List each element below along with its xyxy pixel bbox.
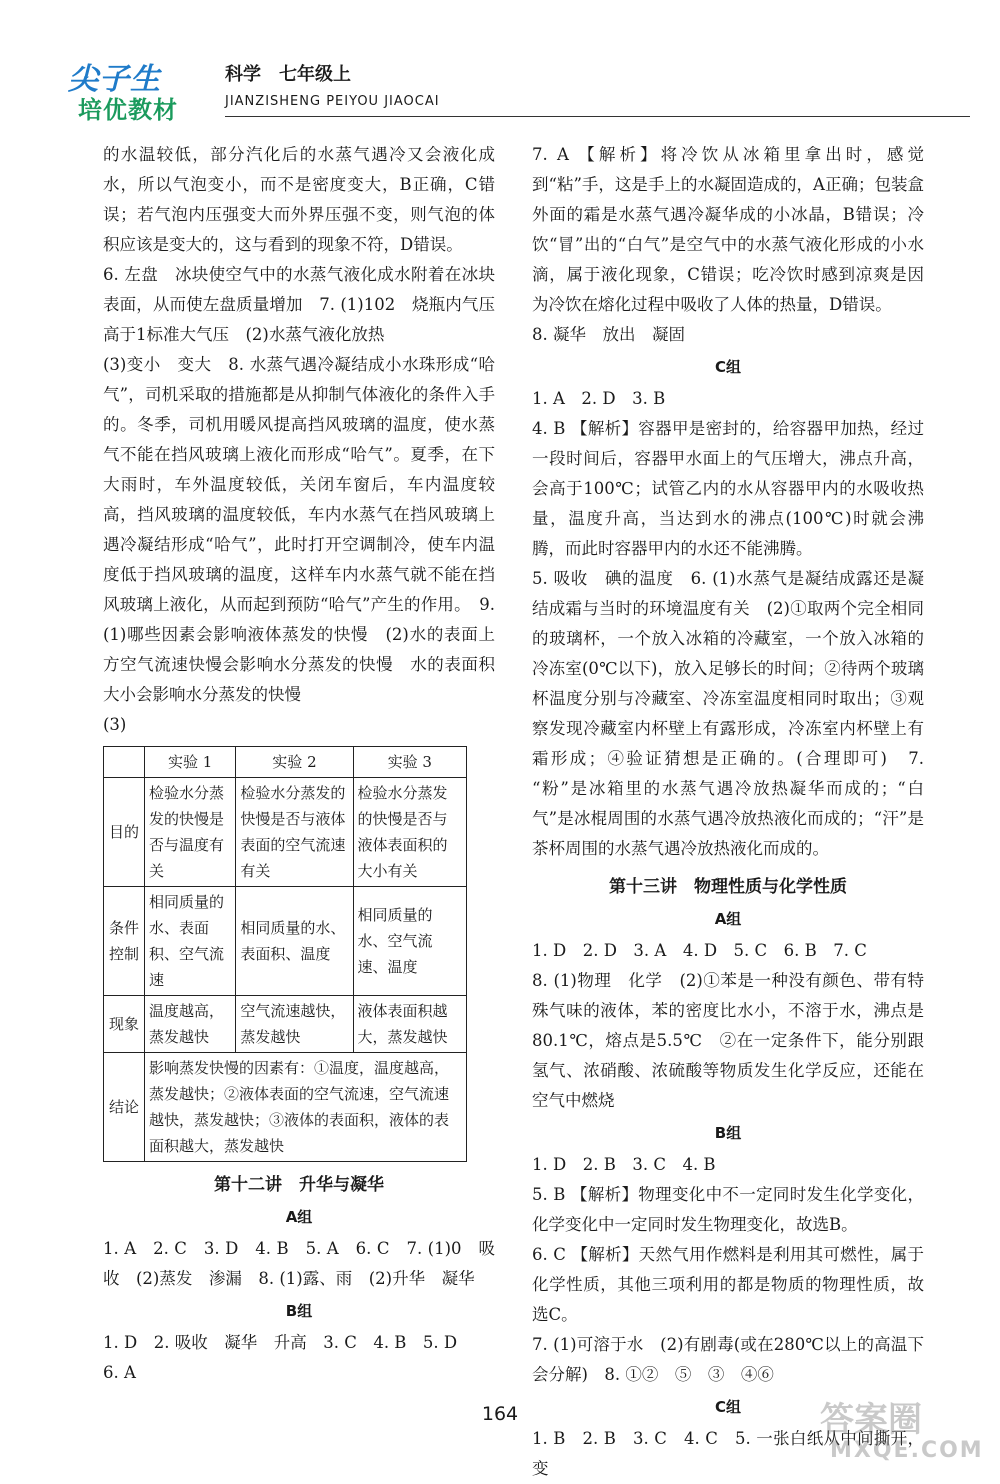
paragraph: 7. A 【解析】将冷饮从冰箱里拿出时，感觉到“粘”手，这是手上的水凝固造成的，A正确；包装盒外面的霜是水蒸气遇冷凝华成的小冰晶，B错误；冷饮“冒”出的“白气”是空气中的水蒸气液化形成的小水滴，属于液化现象，C错误；吃冷饮时感到凉爽是因为冷饮在熔化过程中吸收了人体的热量，D错误。 xyxy=(532,145,924,314)
paragraph: 7. (1)可溶于水 (2)有剧毒(或在280℃以上的高温下会分解) 8. ①② ⑤ ③ ④⑥ xyxy=(532,1335,924,1384)
table-row xyxy=(104,996,467,1053)
table-header-cell: 实验 1 xyxy=(145,747,236,778)
group-heading: A组 xyxy=(714,910,742,928)
paragraph: 5. 吸收 碘的温度 6. (1)水蒸气是凝结成露还是凝结成霜与当时的环境温度有关 (2)①取两个完全相同的玻璃杯，一个放入冰箱的冷藏室，一个放入冰箱的冷冻室(0℃以下)，放入足够长的时间；②待两个玻璃杯温度分别与冷藏室、冷冻室温度相同时取出；③观察发现冷藏室内杯壁上有露形成，冷冻室内杯壁上有霜形成；④验证猜想是正确的。(合理即可) 7. “粉”是冰箱里的水蒸气遇冷放热凝华而成的；“白气”是冰棍周围的水蒸气遇冷放热液化而成的；“汗”是茶杯周围的水蒸气遇冷放热液化而成的。 xyxy=(532,569,924,858)
answer-line: 1. A 2. D 3. B xyxy=(532,389,666,408)
group-heading: C组 xyxy=(714,1398,741,1416)
answer-line: 1. A 2. C 3. D 4. B 5. A 6. C 7. (1)0 吸收 (2)蒸发 渗漏 8. (1)露、雨 (2)升华 凝华 xyxy=(103,1239,495,1288)
page-header xyxy=(50,52,970,122)
header-divider xyxy=(225,116,970,117)
paragraph: (3)变小 变大 8. 水蒸气遇冷凝结成小水珠形成“哈气”，司机采取的措施都是从抑制气体液化的条件入手的。冬季，司机用暖风提高挡风玻璃的温度，使水蒸气不能在挡风玻璃上液化而形成“哈气”。夏季，在下大雨时，车外温度较低，关闭车窗后，车内温度较高，挡风玻璃的温度较低，车内水蒸气在挡风玻璃上遇冷凝结形成“哈气”，此时打开空调制冷，使车内温度低于挡风玻璃的温度，这样车内水蒸气就不能在挡风玻璃上液化，从而起到预防“哈气”产生的作用。 9. (1)哪些因素会影响液体蒸发的快慢 (2)水的表面上方空气流速快慢会影响水分蒸发的快慢 水的表面积大小会影响水分蒸发的快慢 xyxy=(103,355,495,704)
row-header-cell: 目的 xyxy=(104,778,145,887)
paragraph: 5. B 【解析】物理变化中不一定同时发生化学变化，化学变化中一定同时发生物理变化，故选B。 xyxy=(532,1185,924,1234)
group-heading: A组 xyxy=(285,1208,313,1226)
watermark-top-text: 答案圈 xyxy=(820,1400,922,1440)
table-row xyxy=(104,1053,467,1162)
logo-top-text: 尖子生 xyxy=(68,62,161,97)
table-cell: 检验水分蒸发的快慢是否与液体表面积的大小有关 xyxy=(353,778,466,887)
group-heading: C组 xyxy=(714,358,741,376)
table-cell: 相同质量的水、空气流速、温度 xyxy=(353,887,466,996)
lecture-title: 第十三讲 物理性质与化学性质 xyxy=(609,877,847,897)
table-row xyxy=(104,887,467,996)
answer-line: 6. A xyxy=(103,1363,136,1382)
paragraph: 的水温较低，部分汽化后的水蒸气遇冷又会液化成水，所以气泡变小，而不是密度变大，B正确，C错误；若气泡内压强变大而外界压强不变，则气泡的体积应该是变大的，这与看到的现象不符，D错误。 xyxy=(103,145,495,254)
table-cell: 空气流速越快，蒸发越快 xyxy=(236,996,353,1053)
logo-bottom-text: 培优教材 xyxy=(78,96,178,124)
paragraph: (3) xyxy=(103,715,127,734)
publisher-logo xyxy=(68,54,213,124)
paragraph: 4. B 【解析】容器甲是密封的，给容器甲加热，经过一段时间后，容器甲水面上的气压增大，沸点升高，会高于100℃；试管乙内的水从容器甲内的水吸收热量，温度升高，当达到水的沸点(100℃)时就会沸腾，而此时容器甲内的水还不能沸腾。 xyxy=(532,419,924,558)
right-column xyxy=(532,140,924,1484)
table-header-cell: 实验 3 xyxy=(353,747,466,778)
answer-line: 1. D 2. D 3. A 4. D 5. C 6. B 7. C xyxy=(532,941,867,960)
answer-line: 8. 凝华 放出 凝固 xyxy=(532,325,685,344)
group-heading: B组 xyxy=(714,1124,742,1142)
row-header-cell: 现象 xyxy=(104,996,145,1053)
answer-line: 1. B 2. B 3. C 4. C 5. 一张白纸从中间撕开，变 xyxy=(532,1429,924,1478)
row-header-cell: 结论 xyxy=(104,1053,145,1162)
watermark-logo xyxy=(800,1392,990,1467)
conclusion-cell: 影响蒸发快慢的因素有：①温度，温度越高，蒸发越快；②液体表面的空气流速，空气流速越快，蒸发越快；③液体的表面积，液体的表面积越大，蒸发越快 xyxy=(145,1053,467,1162)
paragraph: 6. C 【解析】天然气用作燃料是利用其可燃性，属于化学性质，其他三项利用的都是物质的物理性质，故选C。 xyxy=(532,1245,924,1324)
table-row xyxy=(104,778,467,887)
experiment-table xyxy=(103,746,467,1162)
page-number: 164 xyxy=(481,1403,519,1425)
watermark-bottom-text: MXQE.COM xyxy=(830,1438,984,1463)
table-cell: 相同质量的水、表面积、温度 xyxy=(236,887,353,996)
paragraph: 6. 左盘 冰块使空气中的水蒸气液化成水附着在冰块表面，从而使左盘质量增加 7. (1)102 烧瓶内气压高于1标准大气压 (2)水蒸气液化放热 xyxy=(103,265,495,344)
left-column xyxy=(103,140,495,1388)
table-header-cell: 实验 2 xyxy=(236,747,353,778)
series-pinyin: JIANZISHENG PEIYOU JIAOCAI xyxy=(225,94,440,109)
subject-title: 科学 七年级上 xyxy=(225,64,351,85)
paragraph: 8. (1)物理 化学 (2)①苯是一种没有颜色、带有特殊气味的液体，苯的密度比水小，不溶于水，沸点是80.1℃，熔点是5.5℃ ②在一定条件下，能分别跟氢气、浓硝酸、浓硫酸等物质发生化学反应，还能在空气中燃烧 xyxy=(532,971,924,1110)
lecture-title: 第十二讲 升华与凝华 xyxy=(214,1175,384,1195)
group-heading: B组 xyxy=(285,1302,313,1320)
row-header-cell: 条件控制 xyxy=(104,887,145,996)
table-cell: 检验水分蒸发的快慢是否与液体表面的空气流速有关 xyxy=(236,778,353,887)
answer-line: 1. D 2. B 3. C 4. B xyxy=(532,1155,716,1174)
table-header-cell xyxy=(104,747,145,778)
table-cell: 温度越高，蒸发越快 xyxy=(145,996,236,1053)
answer-line: 1. D 2. 吸收 凝华 升高 3. C 4. B 5. D xyxy=(103,1333,458,1352)
table-header-row xyxy=(104,747,467,778)
table-cell: 相同质量的水、表面积、空气流速 xyxy=(145,887,236,996)
table-cell: 液体表面积越大，蒸发越快 xyxy=(353,996,466,1053)
table-cell: 检验水分蒸发的快慢是否与温度有关 xyxy=(145,778,236,887)
